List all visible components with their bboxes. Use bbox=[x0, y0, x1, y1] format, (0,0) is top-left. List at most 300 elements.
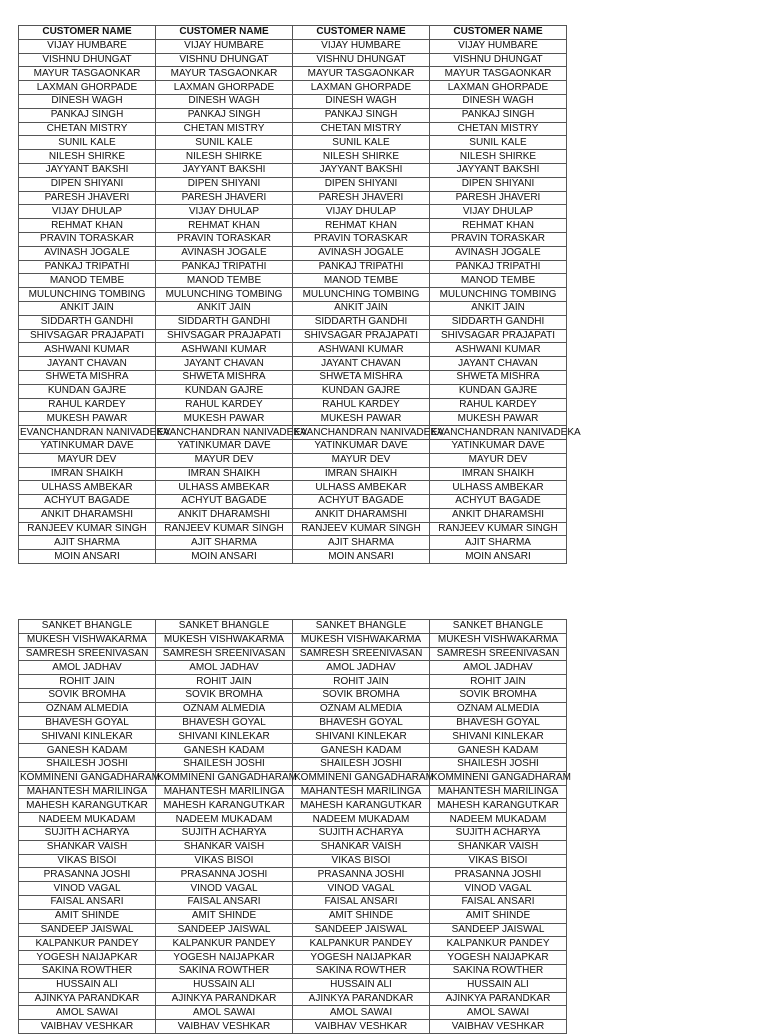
name-cell: PRASANNA JOSHI bbox=[293, 868, 430, 882]
name-cell: CHETAN MISTRY bbox=[293, 122, 430, 136]
name-cell: SIDDARTH GANDHI bbox=[430, 315, 567, 329]
name-cell: KUNDAN GAJRE bbox=[293, 384, 430, 398]
name-cell: MANOD TEMBE bbox=[19, 274, 156, 288]
name-cell: PRASANNA JOSHI bbox=[430, 868, 567, 882]
name-cell: MUKESH VISHWAKARMA bbox=[430, 633, 567, 647]
name-cell: ANKIT DHARAMSHI bbox=[430, 508, 567, 522]
name-cell: RAHUL KARDEY bbox=[293, 398, 430, 412]
table-row bbox=[19, 163, 567, 177]
name-cell: MUKESH VISHWAKARMA bbox=[19, 633, 156, 647]
table-row bbox=[19, 439, 567, 453]
name-cell: SHIVANI KINLEKAR bbox=[156, 730, 293, 744]
name-cell: ANKIT JAIN bbox=[293, 301, 430, 315]
name-cell: PRAVIN TORASKAR bbox=[156, 232, 293, 246]
name-cell: IMRAN SHAIKH bbox=[19, 467, 156, 481]
name-cell: VISHNU DHUNGAT bbox=[156, 53, 293, 67]
table-row bbox=[19, 370, 567, 384]
name-cell: NILESH SHIRKE bbox=[156, 150, 293, 164]
name-cell: CHETAN MISTRY bbox=[156, 122, 293, 136]
name-cell: ACHYUT BAGADE bbox=[19, 495, 156, 509]
name-cell: FAISAL ANSARI bbox=[156, 895, 293, 909]
name-cell: SANDEEP JAISWAL bbox=[293, 923, 430, 937]
name-cell: VINOD VAGAL bbox=[430, 882, 567, 896]
name-cell: PRAVIN TORASKAR bbox=[19, 232, 156, 246]
name-cell: SHAILESH JOSHI bbox=[19, 757, 156, 771]
name-cell: PARESH JHAVERI bbox=[430, 191, 567, 205]
name-cell: PARESH JHAVERI bbox=[293, 191, 430, 205]
name-cell: KOMMINENI GANGADHARAM bbox=[20, 772, 161, 784]
name-cell: VIKAS BISOI bbox=[156, 854, 293, 868]
name-cell: SHIVSAGAR PRAJAPATI bbox=[156, 329, 293, 343]
name-cell: SHWETA MISHRA bbox=[293, 370, 430, 384]
name-cell: EVANCHANDRAN NANIVADEKA bbox=[431, 426, 581, 438]
table-row bbox=[19, 53, 567, 67]
table-row bbox=[19, 177, 567, 191]
name-cell: MAYUR TASGAONKAR bbox=[156, 67, 293, 81]
name-cell: YATINKUMAR DAVE bbox=[19, 439, 156, 453]
name-cell: AVINASH JOGALE bbox=[156, 246, 293, 260]
name-cell: SAKINA ROWTHER bbox=[19, 964, 156, 978]
name-cell: DINESH WAGH bbox=[430, 94, 567, 108]
name-cell: SUNIL KALE bbox=[19, 136, 156, 150]
name-cell: MUKESH PAWAR bbox=[156, 412, 293, 426]
name-cell: DINESH WAGH bbox=[293, 94, 430, 108]
table-row bbox=[19, 675, 567, 689]
name-cell: NILESH SHIRKE bbox=[19, 150, 156, 164]
name-cell: MAYUR TASGAONKAR bbox=[293, 67, 430, 81]
name-cell: ROHIT JAIN bbox=[430, 675, 567, 689]
name-cell: VINOD VAGAL bbox=[293, 882, 430, 896]
table-row bbox=[19, 1020, 567, 1034]
name-cell: MAHESH KARANGUTKAR bbox=[293, 799, 430, 813]
table-row bbox=[19, 951, 567, 965]
name-cell: SANKET BHANGLE bbox=[293, 620, 430, 634]
name-cell: ANKIT JAIN bbox=[19, 301, 156, 315]
name-cell: PANKAJ SINGH bbox=[156, 108, 293, 122]
table-row bbox=[19, 785, 567, 799]
name-cell: SUNIL KALE bbox=[430, 136, 567, 150]
name-cell: SUNIL KALE bbox=[293, 136, 430, 150]
name-cell: MANOD TEMBE bbox=[430, 274, 567, 288]
name-cell: DINESH WAGH bbox=[19, 94, 156, 108]
name-cell: CHETAN MISTRY bbox=[19, 122, 156, 136]
name-cell: MOIN ANSARI bbox=[19, 550, 156, 564]
name-cell: MAYUR TASGAONKAR bbox=[19, 67, 156, 81]
name-cell: IMRAN SHAIKH bbox=[156, 467, 293, 481]
name-cell: JAYYANT BAKSHI bbox=[293, 163, 430, 177]
name-cell: JAYANT CHAVAN bbox=[19, 357, 156, 371]
name-cell: FAISAL ANSARI bbox=[19, 895, 156, 909]
name-cell: HUSSAIN ALI bbox=[293, 978, 430, 992]
table-row bbox=[19, 260, 567, 274]
name-cell: KUNDAN GAJRE bbox=[156, 384, 293, 398]
table-row bbox=[19, 384, 567, 398]
table-row bbox=[19, 426, 567, 440]
name-cell: PRAVIN TORASKAR bbox=[293, 232, 430, 246]
table-row bbox=[19, 688, 567, 702]
name-cell: KALPANKUR PANDEY bbox=[19, 937, 156, 951]
table-row bbox=[19, 343, 567, 357]
table-row bbox=[19, 495, 567, 509]
name-cell: MOIN ANSARI bbox=[156, 550, 293, 564]
name-cell: AJIT SHARMA bbox=[156, 536, 293, 550]
name-cell: SHANKAR VAISH bbox=[156, 840, 293, 854]
name-cell: VISHNU DHUNGAT bbox=[19, 53, 156, 67]
table-row bbox=[19, 895, 567, 909]
table-row bbox=[19, 661, 567, 675]
name-cell: EVANCHANDRAN NANIVADEKA bbox=[157, 426, 307, 438]
name-cell: KALPANKUR PANDEY bbox=[156, 937, 293, 951]
name-cell: VAIBHAV VESHKAR bbox=[430, 1020, 567, 1034]
name-cell: VAIBHAV VESHKAR bbox=[293, 1020, 430, 1034]
name-cell: AVINASH JOGALE bbox=[293, 246, 430, 260]
name-cell: VIJAY DHULAP bbox=[156, 205, 293, 219]
table-row bbox=[19, 964, 567, 978]
name-cell: SOVIK BROMHA bbox=[19, 688, 156, 702]
name-cell: SUNIL KALE bbox=[156, 136, 293, 150]
name-cell: SAMRESH SREENIVASAN bbox=[430, 647, 567, 661]
name-cell: ACHYUT BAGADE bbox=[293, 495, 430, 509]
name-cell: JAYANT CHAVAN bbox=[293, 357, 430, 371]
name-cell: VIKAS BISOI bbox=[430, 854, 567, 868]
table-row bbox=[19, 81, 567, 95]
name-cell: DINESH WAGH bbox=[156, 94, 293, 108]
table-row bbox=[19, 315, 567, 329]
table-row bbox=[19, 799, 567, 813]
name-cell: AMIT SHINDE bbox=[293, 909, 430, 923]
name-cell: ASHWANI KUMAR bbox=[156, 343, 293, 357]
name-cell: SAKINA ROWTHER bbox=[293, 964, 430, 978]
table-row bbox=[19, 398, 567, 412]
name-cell: AJIT SHARMA bbox=[19, 536, 156, 550]
name-cell: BHAVESH GOYAL bbox=[430, 716, 567, 730]
name-cell: FAISAL ANSARI bbox=[293, 895, 430, 909]
name-cell: ULHASS AMBEKAR bbox=[430, 481, 567, 495]
name-cell: ACHYUT BAGADE bbox=[430, 495, 567, 509]
table-row bbox=[19, 882, 567, 896]
name-cell: RAHUL KARDEY bbox=[19, 398, 156, 412]
name-cell: RAHUL KARDEY bbox=[430, 398, 567, 412]
name-cell: DIPEN SHIYANI bbox=[293, 177, 430, 191]
name-cell: RANJEEV KUMAR SINGH bbox=[156, 522, 293, 536]
name-cell: PANKAJ TRIPATHI bbox=[19, 260, 156, 274]
name-cell: VINOD VAGAL bbox=[19, 882, 156, 896]
name-cell: MULUNCHING TOMBING bbox=[156, 288, 293, 302]
name-cell: PANKAJ SINGH bbox=[293, 108, 430, 122]
name-cell: IMRAN SHAIKH bbox=[293, 467, 430, 481]
table-row bbox=[19, 288, 567, 302]
table-row bbox=[19, 522, 567, 536]
name-cell: SANKET BHANGLE bbox=[430, 620, 567, 634]
name-cell: MUKESH PAWAR bbox=[430, 412, 567, 426]
name-cell: OZNAM ALMEDIA bbox=[293, 702, 430, 716]
name-cell: VISHNU DHUNGAT bbox=[293, 53, 430, 67]
name-cell: SOVIK BROMHA bbox=[430, 688, 567, 702]
name-cell: REHMAT KHAN bbox=[430, 219, 567, 233]
name-cell: YATINKUMAR DAVE bbox=[156, 439, 293, 453]
name-cell: SHIVANI KINLEKAR bbox=[293, 730, 430, 744]
column-header: CUSTOMER NAME bbox=[430, 26, 567, 40]
name-cell: AJINKYA PARANDKAR bbox=[19, 992, 156, 1006]
name-cell: AMIT SHINDE bbox=[156, 909, 293, 923]
name-cell: VIJAY HUMBARE bbox=[19, 39, 156, 53]
name-cell: SHAILESH JOSHI bbox=[156, 757, 293, 771]
name-cell: FAISAL ANSARI bbox=[430, 895, 567, 909]
table-row bbox=[19, 854, 567, 868]
name-cell: ROHIT JAIN bbox=[156, 675, 293, 689]
name-cell: SANDEEP JAISWAL bbox=[430, 923, 567, 937]
name-cell: MAYUR DEV bbox=[293, 453, 430, 467]
name-cell: MANOD TEMBE bbox=[156, 274, 293, 288]
table-row bbox=[19, 481, 567, 495]
table-row bbox=[19, 467, 567, 481]
name-cell: SANDEEP JAISWAL bbox=[156, 923, 293, 937]
name-cell: SHWETA MISHRA bbox=[430, 370, 567, 384]
name-cell: VIKAS BISOI bbox=[293, 854, 430, 868]
name-cell: PRASANNA JOSHI bbox=[19, 868, 156, 882]
name-cell: RANJEEV KUMAR SINGH bbox=[430, 522, 567, 536]
name-cell: NADEEM MUKADAM bbox=[19, 813, 156, 827]
name-cell: SOVIK BROMHA bbox=[156, 688, 293, 702]
column-header: CUSTOMER NAME bbox=[156, 26, 293, 40]
name-cell: PANKAJ SINGH bbox=[430, 108, 567, 122]
name-cell: SHANKAR VAISH bbox=[430, 840, 567, 854]
table-row bbox=[19, 205, 567, 219]
table-row bbox=[19, 868, 567, 882]
name-cell: SIDDARTH GANDHI bbox=[19, 315, 156, 329]
name-cell: MAYUR DEV bbox=[19, 453, 156, 467]
name-cell: NADEEM MUKADAM bbox=[293, 813, 430, 827]
name-cell: SAMRESH SREENIVASAN bbox=[156, 647, 293, 661]
name-cell: SAKINA ROWTHER bbox=[156, 964, 293, 978]
table-row bbox=[19, 826, 567, 840]
name-cell: LAXMAN GHORPADE bbox=[430, 81, 567, 95]
name-cell: MAHANTESH MARILINGA bbox=[293, 785, 430, 799]
name-cell: AJINKYA PARANDKAR bbox=[293, 992, 430, 1006]
name-cell: VIJAY DHULAP bbox=[19, 205, 156, 219]
table-row bbox=[19, 329, 567, 343]
name-cell: GANESH KADAM bbox=[156, 744, 293, 758]
table-row bbox=[19, 633, 567, 647]
name-cell: MAHESH KARANGUTKAR bbox=[156, 799, 293, 813]
name-cell: SUJITH ACHARYA bbox=[19, 826, 156, 840]
name-cell: RANJEEV KUMAR SINGH bbox=[19, 522, 156, 536]
name-cell: KALPANKUR PANDEY bbox=[430, 937, 567, 951]
name-cell: SAMRESH SREENIVASAN bbox=[293, 647, 430, 661]
name-cell: REHMAT KHAN bbox=[293, 219, 430, 233]
table-row bbox=[19, 94, 567, 108]
name-cell: ANKIT DHARAMSHI bbox=[19, 508, 156, 522]
name-cell: CHETAN MISTRY bbox=[430, 122, 567, 136]
name-cell: GANESH KADAM bbox=[430, 744, 567, 758]
table-row bbox=[19, 274, 567, 288]
table-row bbox=[19, 232, 567, 246]
name-cell: JAYYANT BAKSHI bbox=[156, 163, 293, 177]
table-row bbox=[19, 67, 567, 81]
table-row bbox=[19, 453, 567, 467]
name-cell: ASHWANI KUMAR bbox=[293, 343, 430, 357]
name-cell: AJINKYA PARANDKAR bbox=[430, 992, 567, 1006]
name-cell: NADEEM MUKADAM bbox=[156, 813, 293, 827]
name-cell: MAHESH KARANGUTKAR bbox=[19, 799, 156, 813]
name-cell: PARESH JHAVERI bbox=[156, 191, 293, 205]
name-cell: MOIN ANSARI bbox=[293, 550, 430, 564]
name-cell: PRASANNA JOSHI bbox=[156, 868, 293, 882]
name-cell: ULHASS AMBEKAR bbox=[19, 481, 156, 495]
name-cell: MUKESH PAWAR bbox=[293, 412, 430, 426]
name-cell: JAYYANT BAKSHI bbox=[19, 163, 156, 177]
name-cell: VAIBHAV VESHKAR bbox=[156, 1020, 293, 1034]
name-cell: MAHANTESH MARILINGA bbox=[430, 785, 567, 799]
name-cell: KOMMINENI GANGADHARAM bbox=[431, 772, 572, 784]
name-cell: MAYUR DEV bbox=[156, 453, 293, 467]
table-row bbox=[19, 730, 567, 744]
table-row bbox=[19, 840, 567, 854]
name-cell: GANESH KADAM bbox=[293, 744, 430, 758]
table-row bbox=[19, 771, 567, 785]
name-cell: LAXMAN GHORPADE bbox=[293, 81, 430, 95]
table-row bbox=[19, 246, 567, 260]
name-cell: BHAVESH GOYAL bbox=[293, 716, 430, 730]
name-cell: AMIT SHINDE bbox=[19, 909, 156, 923]
name-cell: MULUNCHING TOMBING bbox=[430, 288, 567, 302]
name-cell: YATINKUMAR DAVE bbox=[293, 439, 430, 453]
name-cell: AMOL SAWAI bbox=[156, 1006, 293, 1020]
table-row bbox=[19, 357, 567, 371]
name-cell: ROHIT JAIN bbox=[19, 675, 156, 689]
name-cell: SHIVSAGAR PRAJAPATI bbox=[430, 329, 567, 343]
name-cell: YATINKUMAR DAVE bbox=[430, 439, 567, 453]
table-row bbox=[19, 150, 567, 164]
name-cell: BHAVESH GOYAL bbox=[156, 716, 293, 730]
name-cell: HUSSAIN ALI bbox=[430, 978, 567, 992]
table-row bbox=[19, 716, 567, 730]
table-row bbox=[19, 301, 567, 315]
name-cell: ROHIT JAIN bbox=[293, 675, 430, 689]
name-cell: IMRAN SHAIKH bbox=[430, 467, 567, 481]
name-cell: SHAILESH JOSHI bbox=[430, 757, 567, 771]
name-cell: VIJAY HUMBARE bbox=[293, 39, 430, 53]
name-cell: ASHWANI KUMAR bbox=[430, 343, 567, 357]
name-cell: VIJAY HUMBARE bbox=[430, 39, 567, 53]
name-cell: AMOL JADHAV bbox=[156, 661, 293, 675]
name-cell: PANKAJ SINGH bbox=[19, 108, 156, 122]
name-cell: MULUNCHING TOMBING bbox=[19, 288, 156, 302]
customer-name-table-2 bbox=[18, 619, 572, 1034]
name-cell: GANESH KADAM bbox=[19, 744, 156, 758]
name-cell: MUKESH PAWAR bbox=[19, 412, 156, 426]
name-cell: ULHASS AMBEKAR bbox=[293, 481, 430, 495]
name-cell: SHIVANI KINLEKAR bbox=[430, 730, 567, 744]
name-cell: KUNDAN GAJRE bbox=[19, 384, 156, 398]
name-cell: SAMRESH SREENIVASAN bbox=[19, 647, 156, 661]
name-cell: SHANKAR VAISH bbox=[19, 840, 156, 854]
table-row bbox=[19, 39, 567, 53]
name-cell: YOGESH NAIJAPKAR bbox=[156, 951, 293, 965]
table-row bbox=[19, 992, 567, 1006]
name-cell: SHIVANI KINLEKAR bbox=[19, 730, 156, 744]
name-cell: REHMAT KHAN bbox=[156, 219, 293, 233]
name-cell: RAHUL KARDEY bbox=[156, 398, 293, 412]
name-cell: AMIT SHINDE bbox=[430, 909, 567, 923]
name-cell: PANKAJ TRIPATHI bbox=[430, 260, 567, 274]
column-header: CUSTOMER NAME bbox=[19, 26, 156, 40]
table-row bbox=[19, 108, 567, 122]
table-row bbox=[19, 757, 567, 771]
name-cell: MOIN ANSARI bbox=[430, 550, 567, 564]
name-cell: ACHYUT BAGADE bbox=[156, 495, 293, 509]
name-cell: MULUNCHING TOMBING bbox=[293, 288, 430, 302]
name-cell: OZNAM ALMEDIA bbox=[430, 702, 567, 716]
name-cell: EVANCHANDRAN NANIVADEKA bbox=[294, 426, 444, 438]
name-cell: ULHASS AMBEKAR bbox=[156, 481, 293, 495]
name-cell: SIDDARTH GANDHI bbox=[293, 315, 430, 329]
name-cell: SUJITH ACHARYA bbox=[156, 826, 293, 840]
name-cell: SIDDARTH GANDHI bbox=[156, 315, 293, 329]
table-row bbox=[19, 219, 567, 233]
name-cell: REHMAT KHAN bbox=[19, 219, 156, 233]
name-cell: VIJAY DHULAP bbox=[430, 205, 567, 219]
name-cell: AMOL JADHAV bbox=[430, 661, 567, 675]
name-cell: AMOL SAWAI bbox=[19, 1006, 156, 1020]
name-cell: MAYUR TASGAONKAR bbox=[430, 67, 567, 81]
name-cell: MAYUR DEV bbox=[430, 453, 567, 467]
name-cell: MUKESH VISHWAKARMA bbox=[293, 633, 430, 647]
name-cell: AMOL JADHAV bbox=[293, 661, 430, 675]
name-cell: SHANKAR VAISH bbox=[293, 840, 430, 854]
name-cell: SHIVSAGAR PRAJAPATI bbox=[19, 329, 156, 343]
header-row bbox=[19, 26, 567, 40]
name-cell: KOMMINENI GANGADHARAM bbox=[157, 772, 298, 784]
name-cell: EVANCHANDRAN NANIVADEKA bbox=[20, 426, 170, 438]
name-cell: AMOL SAWAI bbox=[293, 1006, 430, 1020]
name-cell: SAKINA ROWTHER bbox=[430, 964, 567, 978]
name-cell: VINOD VAGAL bbox=[156, 882, 293, 896]
table-row bbox=[19, 923, 567, 937]
name-cell: KOMMINENI GANGADHARAM bbox=[294, 772, 435, 784]
name-cell: AVINASH JOGALE bbox=[430, 246, 567, 260]
name-cell: SHIVSAGAR PRAJAPATI bbox=[293, 329, 430, 343]
table-row bbox=[19, 978, 567, 992]
name-cell: ANKIT JAIN bbox=[156, 301, 293, 315]
table-row bbox=[19, 937, 567, 951]
name-cell: NADEEM MUKADAM bbox=[430, 813, 567, 827]
name-cell: YOGESH NAIJAPKAR bbox=[430, 951, 567, 965]
name-cell: MAHANTESH MARILINGA bbox=[19, 785, 156, 799]
name-cell: MANOD TEMBE bbox=[293, 274, 430, 288]
name-cell: SUJITH ACHARYA bbox=[293, 826, 430, 840]
name-cell: VAIBHAV VESHKAR bbox=[19, 1020, 156, 1034]
name-cell: HUSSAIN ALI bbox=[156, 978, 293, 992]
name-cell: BHAVESH GOYAL bbox=[19, 716, 156, 730]
table-row bbox=[19, 909, 567, 923]
name-cell: PARESH JHAVERI bbox=[19, 191, 156, 205]
name-cell: RANJEEV KUMAR SINGH bbox=[293, 522, 430, 536]
name-cell: LAXMAN GHORPADE bbox=[19, 81, 156, 95]
name-cell: ANKIT DHARAMSHI bbox=[156, 508, 293, 522]
table-row bbox=[19, 620, 567, 634]
name-cell: SUJITH ACHARYA bbox=[430, 826, 567, 840]
table-row bbox=[19, 702, 567, 716]
name-cell: AJIT SHARMA bbox=[293, 536, 430, 550]
name-cell: ANKIT DHARAMSHI bbox=[293, 508, 430, 522]
name-cell: MUKESH VISHWAKARMA bbox=[156, 633, 293, 647]
name-cell: AJIT SHARMA bbox=[430, 536, 567, 550]
name-cell: AMOL JADHAV bbox=[19, 661, 156, 675]
name-cell: SHWETA MISHRA bbox=[156, 370, 293, 384]
name-cell: OZNAM ALMEDIA bbox=[19, 702, 156, 716]
table-row bbox=[19, 550, 567, 564]
